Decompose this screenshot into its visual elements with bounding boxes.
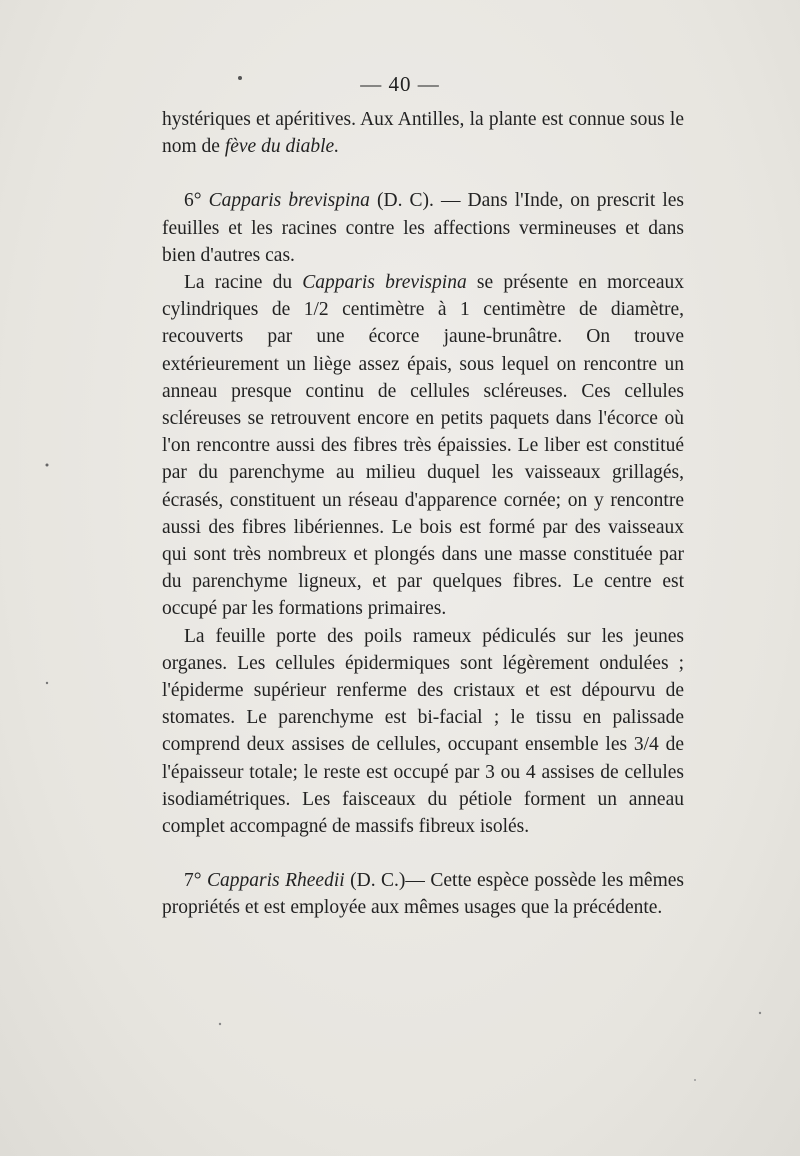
root-species: Capparis brevispina bbox=[302, 272, 467, 294]
entry-7-paragraph bbox=[162, 867, 684, 921]
body-text bbox=[162, 106, 684, 922]
root-text: se présente en morceaux cylindriques de 1/2 centimètre à 1 centimètre de diamètre, recouverts par une écorce jaune-brunâtre. On trouve extérieurement un liège assez épais, sous lequel on rencontre un anneau presque continu de cellules scléreuses. Ces cellules scléreuses se retrouvent encore en petits paquets dans l'écorce où l'on rencontre aussi des fibres très épaissies. Le liber est constitué par du parenchyme au milieu duquel les vaisseaux grillagés, écrasés, constituent un réseau d'apparence cornée; on y rencontre aussi des fibres libériennes. Le bois est formé par des vaisseaux qui sont très nombreux et plongés dans une masse constituée par du parenchyme ligneux, et par quelques fibres. Le centre est occupé par les formations primaires. bbox=[162, 272, 684, 620]
page-number: — 40 — bbox=[360, 72, 440, 96]
entry-7-text: (D. C.)— Cette espèce possède les mêmes propriétés et est employée aux mêmes usages que la précédente. bbox=[162, 870, 684, 919]
common-name: fève du diable. bbox=[224, 136, 340, 158]
root-paragraph bbox=[162, 269, 684, 623]
entry-6-paragraph bbox=[162, 187, 684, 269]
intro-paragraph bbox=[162, 106, 684, 160]
root-lead: La racine du bbox=[184, 272, 303, 294]
leaf-paragraph bbox=[162, 623, 684, 841]
entry-6-species: Capparis brevispina bbox=[208, 190, 370, 212]
entry-6-text: (D. C). — Dans l'Inde, on prescrit les feuilles et les racines contre les affections vermineuses et dans bien d'autres cas. bbox=[162, 190, 684, 266]
entry-6-number: 6° bbox=[184, 190, 202, 212]
entry-7-number: 7° bbox=[184, 870, 202, 892]
intro-text: hystériques et apéritives. Aux Antilles, la plante est connue sous le nom de bbox=[162, 109, 684, 158]
entry-7-species: Capparis Rheedii bbox=[207, 870, 345, 892]
leaf-text: La feuille porte des poils rameux pédiculés sur les jeunes organes. Les cellules épidermiques sont légèrement ondulées ; l'épiderme supérieur renferme des cristaux et est dépourvu de stomates. Le parenchyme est bi-facial ; le tissu en palissade comprend deux assises de cellules, occupant ensemble les 3/4 de l'épaisseur totale; le reste est occupé par 3 ou 4 assises de cellules isodiamétriques. Les faisceaux du pétiole forment un anneau complet accompagné de massifs fibreux isolés. bbox=[162, 625, 684, 838]
